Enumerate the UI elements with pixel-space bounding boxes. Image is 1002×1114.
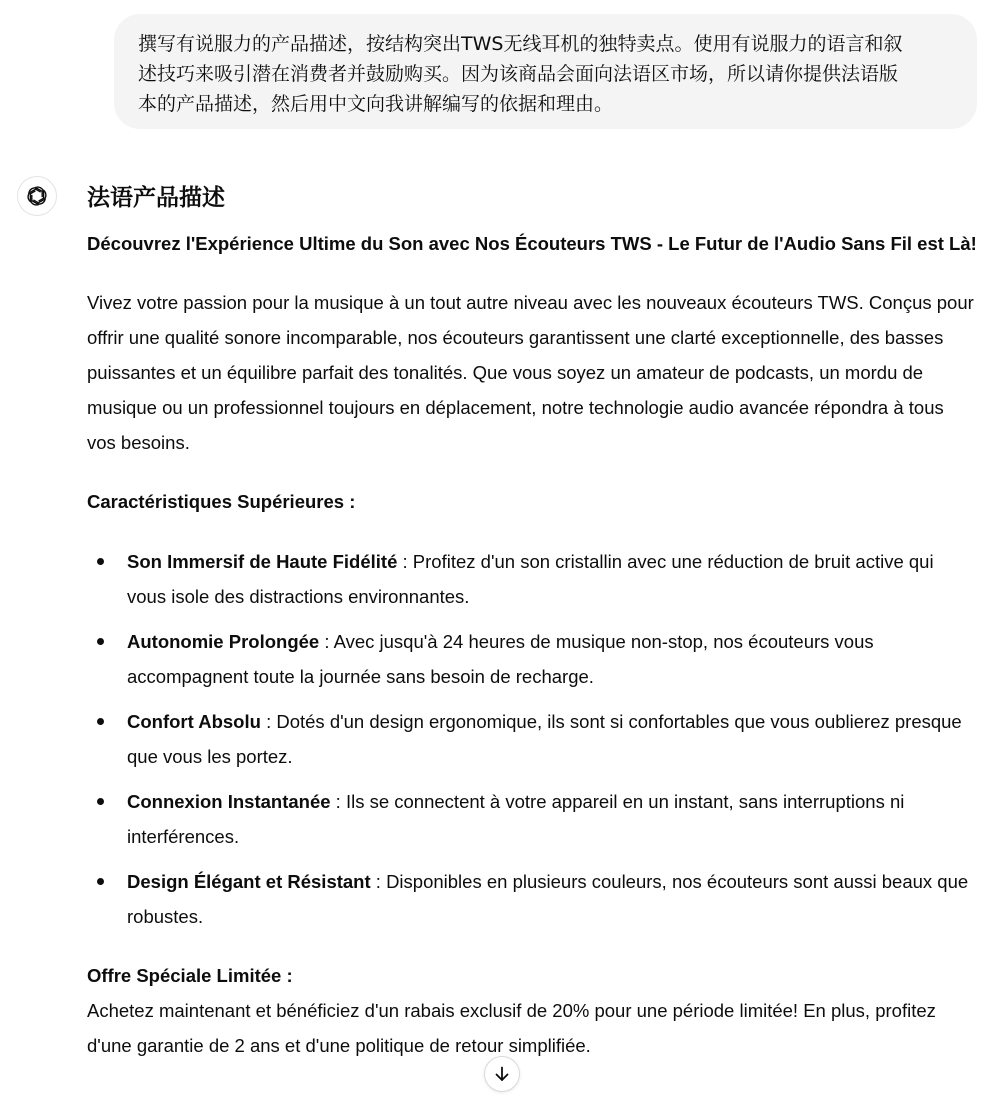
feature-text: : Avec jusqu'à 24 heures de musique non-stop, nos écouteurs vous accompagnent toute la journée sans besoin de recharge. — [127, 631, 874, 687]
assistant-avatar — [17, 176, 57, 216]
user-message-bubble — [114, 14, 977, 129]
bullet-icon — [97, 798, 104, 805]
feature-title: Connexion Instantanée — [127, 791, 331, 812]
offer-title: Offre Spéciale Limitée : — [87, 965, 293, 986]
user-message-line: 撰写有说服力的产品描述，按结构突出TWS无线耳机的独特卖点。使用有说服力的语言和叙 — [138, 33, 903, 55]
feature-text: : Profitez d'un son cristallin avec une réduction de bruit active qui vous isole des distractions environnantes. — [127, 551, 934, 607]
feature-item — [87, 704, 977, 774]
response-heading: 法语产品描述 — [87, 185, 225, 211]
bullet-icon — [97, 638, 104, 645]
features-list — [87, 544, 977, 934]
feature-title: Son Immersif de Haute Fidélité — [127, 551, 398, 572]
feature-item — [87, 624, 977, 694]
feature-text: : Dotés d'un design ergonomique, ils sont si confortables que vous oublierez presque que vous les portez. — [127, 711, 962, 767]
bullet-icon — [97, 718, 104, 725]
arrow-down-icon — [493, 1065, 511, 1083]
user-message-line: 本的产品描述，然后用中文向我讲解编写的依据和理由。 — [138, 93, 614, 115]
feature-title: Confort Absolu — [127, 711, 261, 732]
feature-item — [87, 864, 977, 934]
bullet-icon — [97, 558, 104, 565]
feature-title: Autonomie Prolongée — [127, 631, 320, 652]
features-title: Caractéristiques Supérieures : — [87, 491, 356, 512]
feature-text: : Ils se connectent à votre appareil en un instant, sans interruptions ni interférences. — [127, 791, 905, 847]
offer-text: Achetez maintenant et bénéficiez d'un rabais exclusif de 20% pour une période limitée! En plus, profitez d'une garantie de 2 ans et d'une politique de retour simplifiée. — [87, 1000, 936, 1056]
feature-text: : Disponibles en plusieurs couleurs, nos écouteurs sont aussi beaux que robustes. — [127, 871, 969, 927]
openai-logo-icon — [25, 184, 49, 208]
user-message-line: 述技巧来吸引潜在消费者并鼓励购买。因为该商品会面向法语区市场，所以请你提供法语版 — [138, 63, 899, 85]
feature-item — [87, 544, 977, 614]
product-headline: Découvrez l'Expérience Ultime du Son avec Nos Écouteurs TWS - Le Futur de l'Audio Sans Fil est Là! — [87, 233, 977, 254]
feature-title: Design Élégant et Résistant — [127, 871, 371, 892]
bullet-icon — [97, 878, 104, 885]
intro-paragraph: Vivez votre passion pour la musique à un tout autre niveau avec les nouveaux écouteurs TWS. Conçus pour offrir une qualité sonore incomparable, nos écouteurs garantissent une clarté exceptionnelle, des basses puissantes et un équilibre parfait des tonalités. Que vous soyez un amateur de podcasts, un mordu de musique ou un professionnel toujours en déplacement, notre technologie audio avancée répondra à tous vos besoins. — [87, 292, 974, 453]
scroll-to-bottom-button[interactable] — [484, 1056, 520, 1092]
feature-item — [87, 784, 977, 854]
assistant-response — [87, 180, 977, 1063]
